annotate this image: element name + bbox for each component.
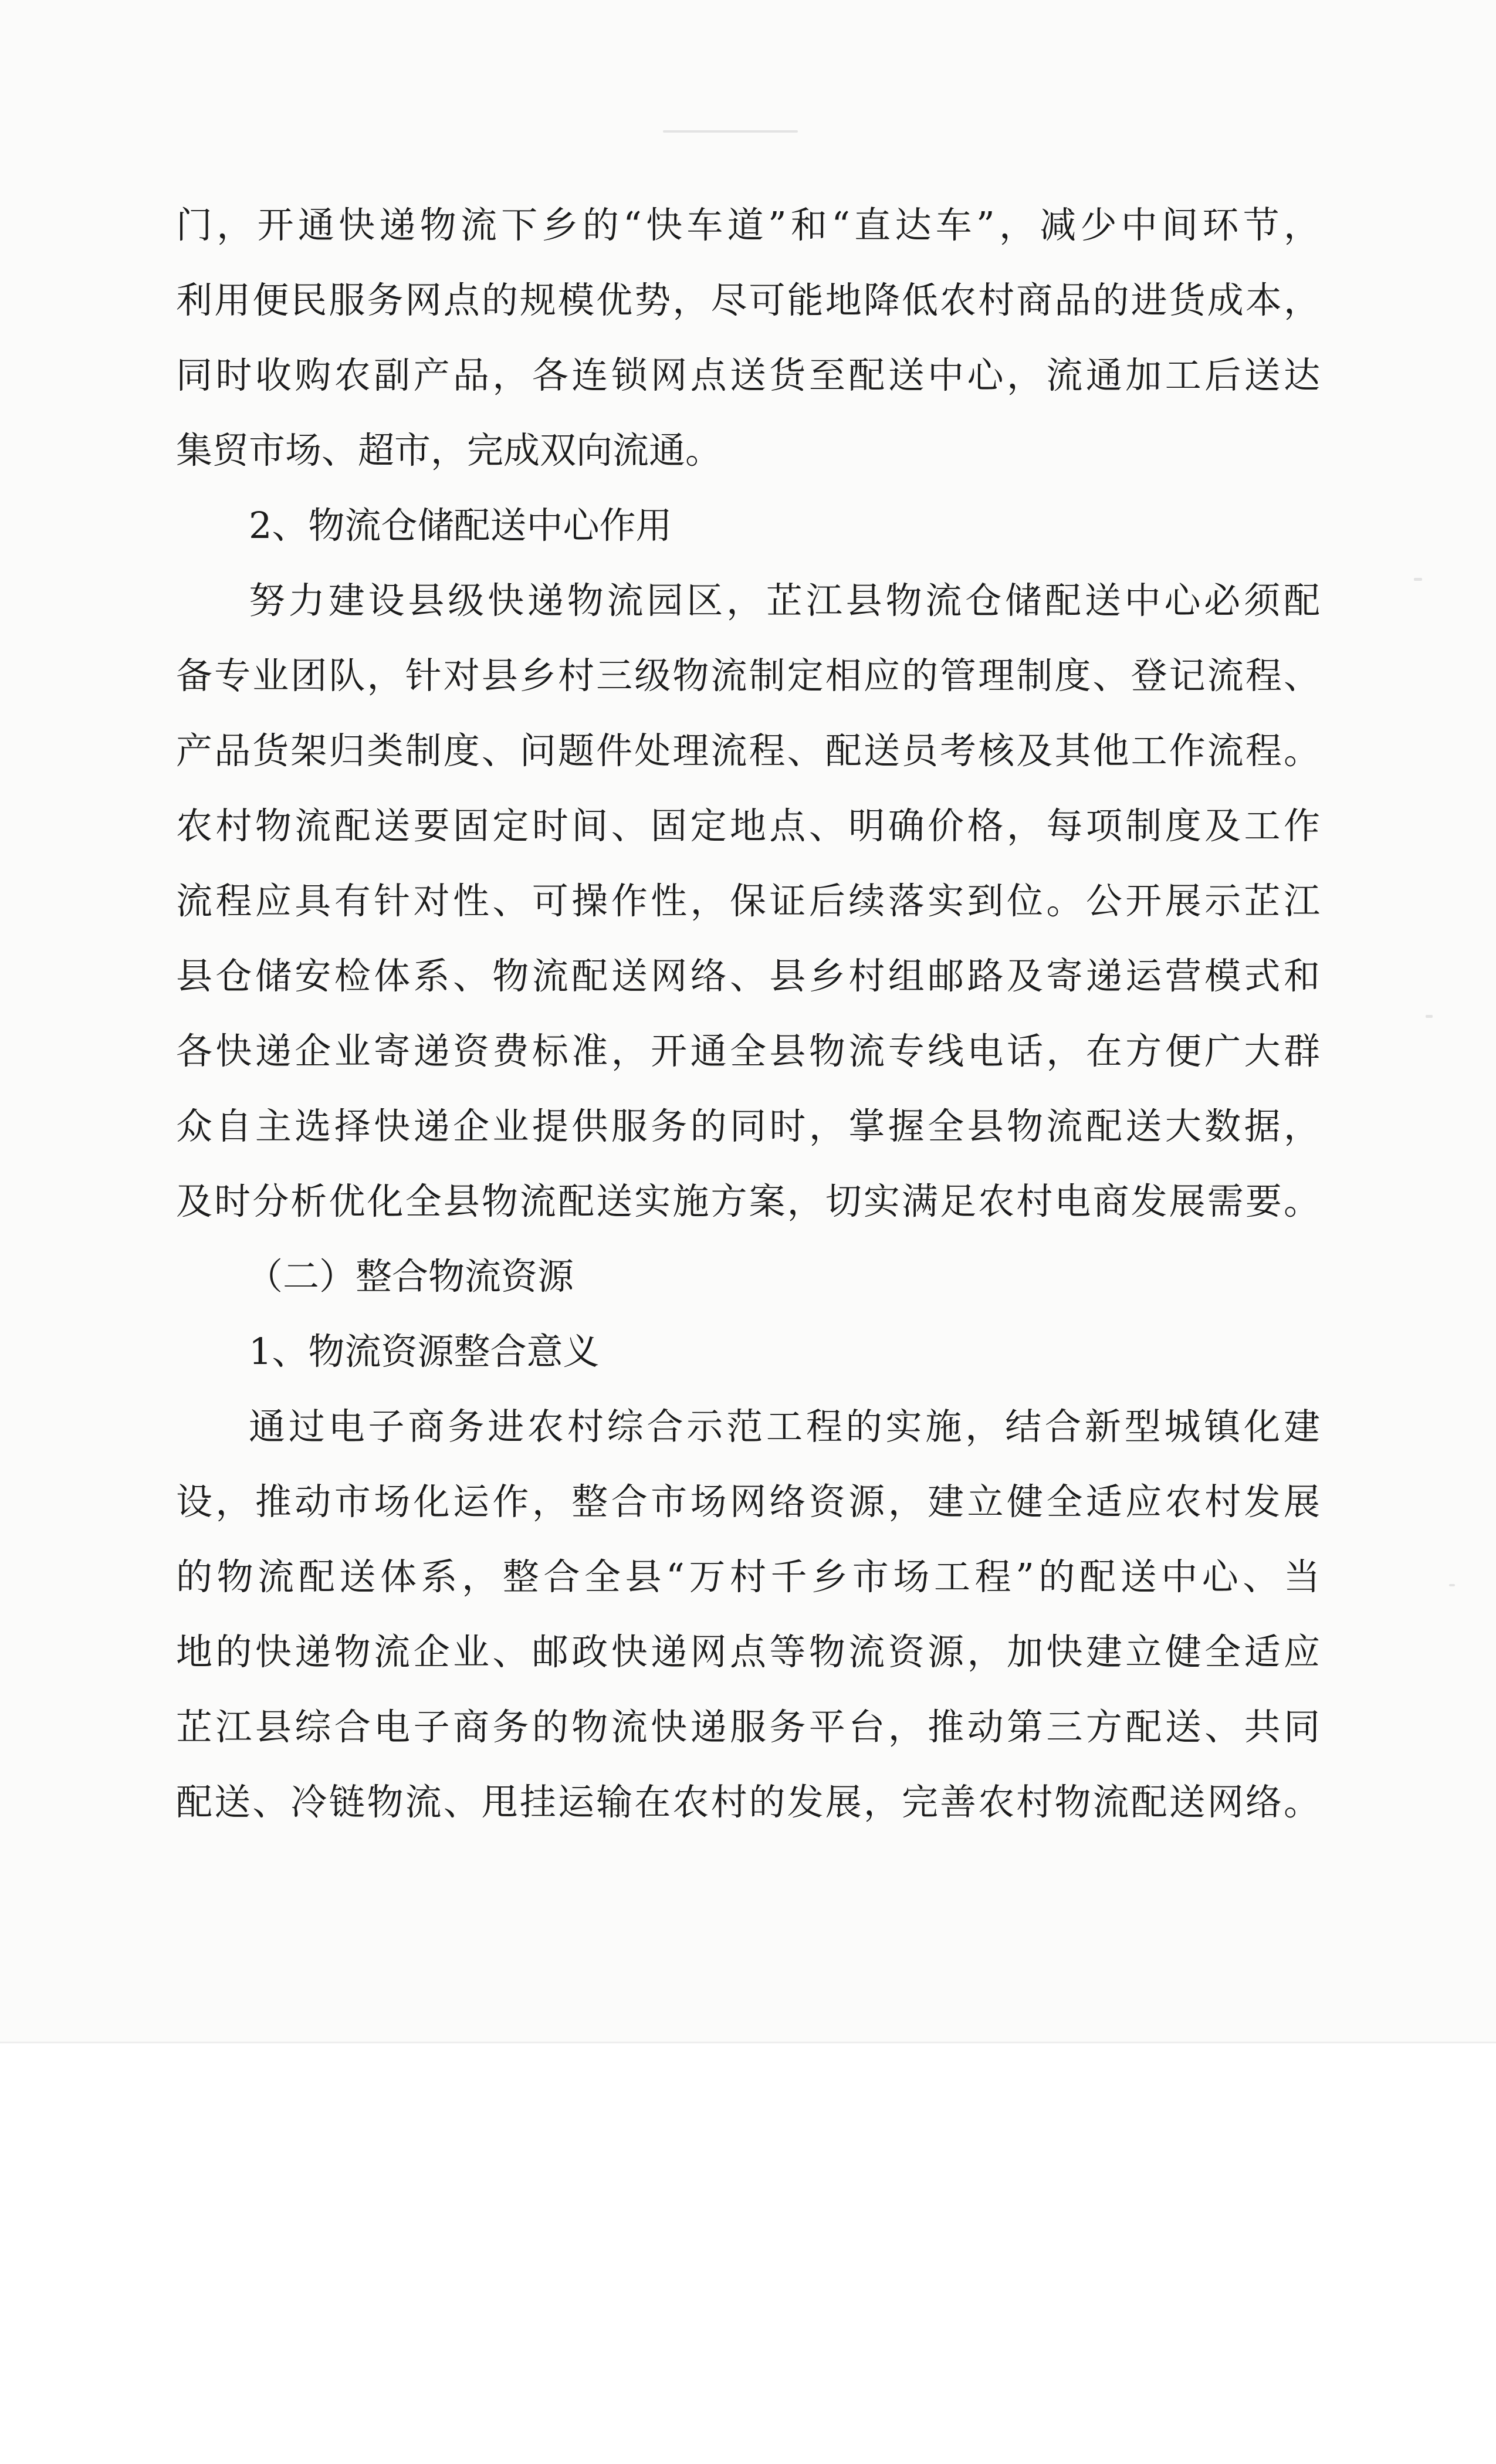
- page-edge: [0, 2042, 1496, 2043]
- paragraph-line: 同时收购农副产品，各连锁网点送货至配送中心，流通加工后送达: [176, 354, 1320, 397]
- paragraph-line: 县仓储安检体系、物流配送网络、县乡村组邮路及寄递运营模式和: [176, 955, 1320, 997]
- paragraph-line: 及时分析优化全县物流配送实施方案，切实满足农村电商发展需要。: [176, 1180, 1320, 1223]
- paragraph-line: 通过电子商务进农村综合示范工程的实施，结合新型城镇化建: [249, 1405, 1320, 1448]
- section-title: （二）整合物流资源: [246, 1255, 574, 1298]
- paragraph-line: 的物流配送体系，整合全县“万村千乡市场工程”的配送中心、当: [176, 1555, 1320, 1598]
- section-heading: 2、物流仓储配送中心作用: [249, 504, 672, 547]
- scan-mark: [1414, 578, 1422, 581]
- paragraph-line: 各快递企业寄递资费标准，开通全县物流专线电话，在方便广大群: [176, 1030, 1320, 1072]
- paragraph-line: 门，开通快递物流下乡的“快车道”和“直达车”，减少中间环节，: [176, 204, 1320, 246]
- paragraph-line: 备专业团队，针对县乡村三级物流制定相应的管理制度、登记流程、: [176, 654, 1320, 697]
- scan-mark: [1449, 1584, 1455, 1586]
- document-body: [176, 188, 1320, 1840]
- paragraph-line: 产品货架归类制度、问题件处理流程、配送员考核及其他工作流程。: [176, 729, 1320, 772]
- paragraph-line: 努力建设县级快递物流园区，芷江县物流仓储配送中心必须配: [249, 579, 1320, 622]
- paragraph-line: 农村物流配送要固定时间、固定地点、明确价格，每项制度及工作: [176, 804, 1320, 847]
- scan-mark: [1426, 1015, 1433, 1018]
- section-heading: 1、物流资源整合意义: [249, 1330, 600, 1373]
- paragraph-line: 流程应具有针对性、可操作性，保证后续落实到位。公开展示芷江: [176, 879, 1320, 922]
- scan-mark: [663, 130, 798, 133]
- paragraph-line: 利用便民服务网点的规模优势，尽可能地降低农村商品的进货成本，: [176, 279, 1320, 321]
- paragraph-line: 地的快递物流企业、邮政快递网点等物流资源，加快建立健全适应: [176, 1630, 1320, 1673]
- paragraph-line: 芷江县综合电子商务的物流快递服务平台，推动第三方配送、共同: [176, 1705, 1320, 1748]
- paragraph-line: 众自主选择快递企业提供服务的同时，掌握全县物流配送大数据，: [176, 1105, 1320, 1148]
- paragraph-line: 配送、冷链物流、甩挂运输在农村的发展，完善农村物流配送网络。: [176, 1781, 1320, 1823]
- paragraph-line: 设，推动市场化运作，整合市场网络资源，建立健全适应农村发展: [176, 1480, 1320, 1523]
- paragraph-line: 集贸市场、超市，完成双向流通。: [176, 429, 722, 472]
